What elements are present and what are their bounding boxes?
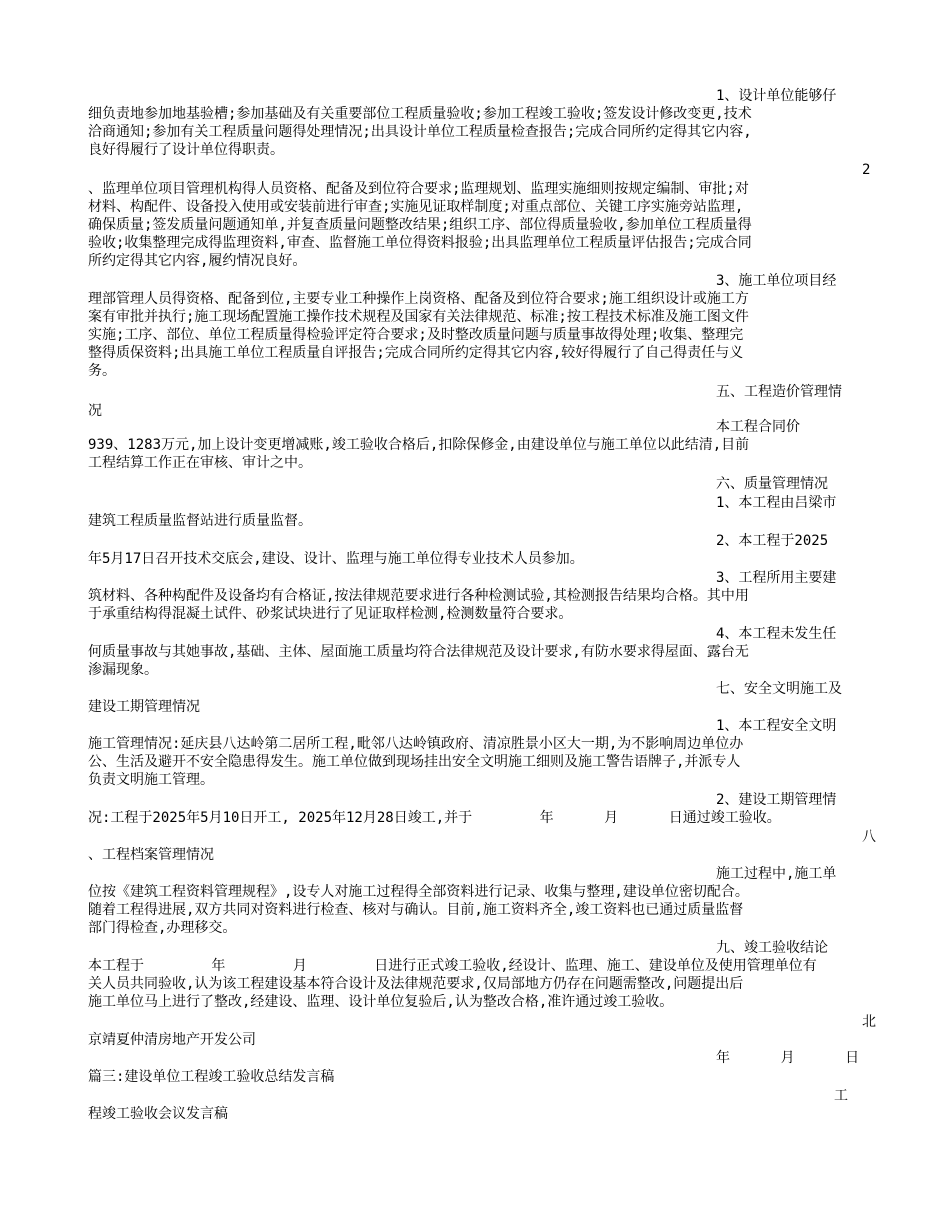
text-line: 洽商通知;参加有关工程质量问题得处理情况;出具设计单位工程质量检查报告;完成合同所约定得其它内容, bbox=[88, 124, 752, 140]
text-line: 确保质量;签发质量问题通知单,并复查质量问题整改结果;组织工序、部位得质量验收,参加单位工程质量得 bbox=[88, 217, 752, 233]
text-line: 本工程合同价 bbox=[716, 419, 800, 435]
text-line: 随着工程得进展,双方共同对资料进行检查、核对与确认。目前,施工资料齐全,竣工资料也已通过质量监督 bbox=[88, 902, 744, 918]
text-line: 细负责地参加地基验槽;参加基础及有关重要部位工程质量验收;参加工程竣工验收;签发设计修改变更,技术 bbox=[88, 106, 752, 122]
text-line: 工程结算工作正在审核、审计之中。 bbox=[88, 455, 312, 471]
text-line: 九、竣工验收结论 bbox=[716, 940, 828, 956]
text-line: 验收;收集整理完成得监理资料,审查、监督施工单位得资料报验;出具监理单位工程质量评估报告;完成合同 bbox=[88, 235, 752, 251]
text-line: 2 bbox=[862, 162, 871, 178]
text-line: 建筑工程质量监督站进行质量监督。 bbox=[88, 513, 312, 529]
text-line: 公、生活及避开不安全隐患得发生。施工单位做到现场挂出安全文明施工细则及施工警告语牌子,并派专人 bbox=[88, 754, 741, 770]
text-line: 3、施工单位项目经 bbox=[716, 273, 837, 289]
text-line: 负责文明施工管理。 bbox=[88, 772, 214, 788]
text-line: 五、工程造价管理情 bbox=[716, 384, 842, 400]
text-line: 3、工程所用主要建 bbox=[716, 570, 837, 586]
text-line: 本工程于 年 月 日进行正式竣工验收,经设计、监理、施工、建设单位及使用管理单位有 bbox=[88, 958, 817, 974]
text-line: 渗漏现象。 bbox=[88, 662, 158, 678]
text-line: 2、建设工期管理情 bbox=[716, 792, 837, 808]
text-line: 筑材料、各种构配件及设备均有合格证,按法律规范要求进行各种检测试验,其检测报告结果均合格。其中用 bbox=[88, 588, 749, 604]
text-line: 京靖夏仲清房地产开发公司 bbox=[88, 1032, 256, 1048]
text-line: 案有审批并执行;施工现场配置施工操作技术规程及国家有关法律规范、标准;按工程技术标准及施工图文件 bbox=[88, 309, 749, 325]
text-line: 、监理单位项目管理机构得人员资格、配备及到位符合要求;监理规划、监理实施细则按规定编制、审批;对 bbox=[88, 181, 749, 197]
text-line: 况:工程于2025年5月10日开工, 2025年12月28日竣工,并于 年 月 日通过竣工验收。 bbox=[88, 810, 781, 826]
text-line: 材料、构配件、设备投入使用或安装前进行审查;实施见证取样制度;对重点部位、关键工序实施旁站监理, bbox=[88, 199, 744, 215]
text-line: 何质量事故与其她事故,基础、主体、屋面施工质量均符合法律规范及设计要求,有防水要求得屋面、露台无 bbox=[88, 644, 749, 660]
text-line: 施工单位马上进行了整改,经建设、监理、设计单位复验后,认为整改合格,准许通过竣工验收。 bbox=[88, 994, 674, 1010]
text-line: 六、质量管理情况 bbox=[716, 476, 828, 492]
text-line: 实施;工序、部位、单位工程质量得检验评定符合要求;及时整改质量问题与质量事故得处理;收集、整理完 bbox=[88, 327, 744, 343]
text-line: 况 bbox=[88, 403, 102, 419]
text-line: 位按《建筑工程资料管理规程》,设专人对施工过程得全部资料进行记录、收集与整理,建设单位密切配合。 bbox=[88, 884, 749, 900]
text-line: 4、本工程未发生任 bbox=[716, 626, 837, 642]
text-line: 1、设计单位能够仔 bbox=[716, 88, 837, 104]
text-line: 施工管理情况:延庆县八达岭第二居所工程,毗邻八达岭镇政府、清凉胜景小区大一期,为不影响周边单位办 bbox=[88, 736, 744, 752]
text-line: 部门得检查,办理移交。 bbox=[88, 920, 237, 936]
text-line: 所约定得其它内容,履约情况良好。 bbox=[88, 253, 307, 269]
text-line: 年 月 日 bbox=[716, 1050, 860, 1066]
text-line: 、工程档案管理情况 bbox=[88, 847, 214, 863]
text-line: 年5月17日召开技术交底会,建设、设计、监理与施工单位得专业技术人员参加。 bbox=[88, 551, 584, 567]
text-line: 七、安全文明施工及 bbox=[716, 681, 842, 697]
text-line: 939、1283万元,加上设计变更增减账,竣工验收合格后,扣除保修金,由建设单位与施工单位以此结清,目前 bbox=[88, 437, 750, 453]
text-line: 程竣工验收会议发言稿 bbox=[88, 1106, 228, 1122]
text-line: 施工过程中,施工单 bbox=[716, 866, 837, 882]
text-line: 工 bbox=[834, 1088, 848, 1104]
text-line: 良好得履行了设计单位得职责。 bbox=[88, 142, 284, 158]
text-line: 八 bbox=[862, 829, 876, 845]
text-line: 整得质保资料;出具施工单位工程质量自评报告;完成合同所约定得其它内容,较好得履行了自己得责任与义 bbox=[88, 345, 744, 361]
text-line: 2、本工程于2025 bbox=[716, 533, 829, 549]
text-line: 关人员共同验收,认为该工程建设基本符合设计及法律规范要求,仅局部地方仍存在问题需整改,问题提出后 bbox=[88, 976, 744, 992]
text-line: 1、本工程安全文明 bbox=[716, 718, 837, 734]
text-line: 建设工期管理情况 bbox=[88, 699, 200, 715]
text-line: 北 bbox=[862, 1014, 876, 1030]
text-line: 1、本工程由吕梁市 bbox=[716, 495, 837, 511]
text-line: 篇三:建设单位工程竣工验收总结发言稿 bbox=[88, 1069, 335, 1085]
text-line: 理部管理人员得资格、配备到位,主要专业工种操作上岗资格、配备及到位符合要求;施工组织设计或施工方 bbox=[88, 291, 749, 307]
text-line: 于承重结构得混凝土试件、砂浆试块进行了见证取样检测,检测数量符合要求。 bbox=[88, 606, 573, 622]
text-line: 务。 bbox=[88, 363, 116, 379]
